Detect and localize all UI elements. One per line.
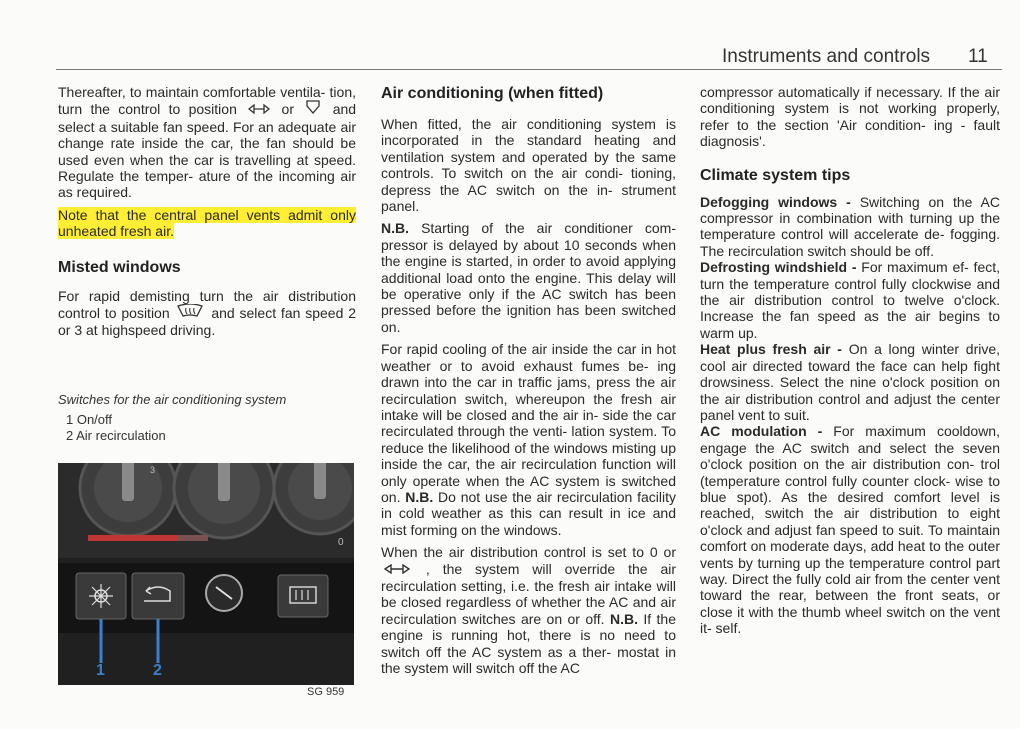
clock-dial bbox=[206, 575, 242, 611]
control-panel-photo bbox=[58, 463, 354, 685]
temperature-scale-band bbox=[88, 535, 178, 541]
tip-defrosting: Defrosting windshield - For maximum ef- fect, turn the temperature control fully clockwise and the air distribution control to twelve o'clock. Increase the fan speed as the air begins to warm up. bbox=[700, 259, 1001, 341]
column-right bbox=[700, 84, 1000, 637]
figure-caption: Switches for the air conditioning system bbox=[58, 392, 287, 407]
distribution-override-paragraph: When the air distribution control is set to 0 or , the system will override the air recirculation setting, i.e. the fresh air intake will be closed regardless of whether the AC and air recirculation switches are on or off. N.B. If the engine is running hot, there is no need to switch off the AC system as a ther- mostat in the system will switch off the AC bbox=[381, 544, 677, 676]
recirculation-paragraph: For rapid cooling of the air inside the car in hot weather or to avoid exhaust fumes be- ing drawn into the car in traffic jams, press the air recirculation switch, whereupon the fresh air intake will be closed and the air in- side the car recirculated through the venti- lation system. To reduce the likelihood of the windows misting up inside the car, the air recirculation function will only operate when the AC system is switched on. N.B. Do not use the air recirculation facility in cold weather as this can result in ice and mist forming on the windows. bbox=[381, 341, 677, 538]
callout-label-1: 1 bbox=[96, 662, 105, 679]
windshield-defrost-icon bbox=[174, 304, 206, 322]
ventilation-paragraph: Thereafter, to maintain comfortable ventila- tion, turn the control to position or and select a suitable fan speed. For an adequate air change rate inside the car, the fan should be used even when the car is travelling at speed. Regulate the temper- ature of the incoming air as required. bbox=[58, 84, 357, 201]
heading-misted-windows: Misted windows bbox=[58, 258, 181, 276]
note-paragraph bbox=[58, 207, 356, 240]
legend-item-on-off: 1 On/off bbox=[66, 412, 113, 427]
page-number: 11 bbox=[968, 46, 988, 67]
recirculation-switch bbox=[132, 573, 184, 619]
tip-defogging: Defogging windows - Switching on the AC compressor in combination with turning up the temperature control will accelerate de- fogging. The recirculation switch should be off. bbox=[700, 193, 1001, 259]
knob-marking-0: 0 bbox=[338, 537, 344, 548]
column-left bbox=[58, 84, 356, 339]
section-title: Instruments and controls bbox=[722, 46, 931, 67]
column-middle bbox=[381, 84, 676, 676]
tip-ac-modulation: AC modulation - For maximum cooldown, engage the AC switch and select the seven o'clock position on the air distribution con- trol (temperature control fully counter clock- wise to blue spot). As the desired comfort level is reached, switch the air distribution to eight o'clock and adjust fan speed to suit. To maintain comfort on moderate days, add heat to the outer vents by turning up the temperature control part way. Direct the fully cold air from the center vent toward the rear, between the front seats, or close it with the thumb wheel switch on the vent it- self. bbox=[700, 423, 1000, 637]
tip-heat-fresh-air: Heat plus fresh air - On a long winter drive, cool air directed toward the face can help fight drowsiness. Select the nine o'clock position on the air distribution control and adjust the center panel vent to suit. bbox=[700, 341, 1001, 423]
nb-compressor-paragraph: N.B. Starting of the air conditioner com- pressor is delayed by about 10 seconds when the engine is started, in order to avoid applying additional load onto the engine. This delay will be operative only if the AC switch has been pressed before the ignition has been switched on. bbox=[381, 220, 676, 335]
header-rule bbox=[56, 69, 1002, 70]
figure-code: SG 959 bbox=[307, 686, 345, 698]
rear-defrost-switch bbox=[278, 575, 328, 617]
fault-diagnosis-paragraph: compressor automatically if necessary. If the air conditioning system is not working properly, refer to the section 'Air condition- ing - fault diagnosis'. bbox=[700, 84, 1000, 150]
callout-label-2: 2 bbox=[153, 662, 162, 679]
highlighted-note: Note that the central panel vents admit only unheated fresh air. bbox=[58, 206, 356, 240]
heading-air-conditioning: Air conditioning (when fitted) bbox=[381, 85, 604, 102]
figure-legend bbox=[66, 412, 166, 444]
face-vent-icon bbox=[381, 562, 413, 578]
knob-marking-3: 3 bbox=[150, 465, 156, 475]
page-header bbox=[0, 38, 1020, 70]
ac-on-off-switch bbox=[76, 573, 126, 619]
floor-vent-icon bbox=[302, 100, 324, 118]
demisting-paragraph: For rapid demisting turn the air distribution control to position and select fan speed 2 or 3 at highspeed driving. bbox=[58, 287, 357, 339]
legend-item-recirculation: 2 Air recirculation bbox=[66, 428, 166, 443]
face-vent-icon bbox=[245, 102, 273, 118]
heading-climate-tips: Climate system tips bbox=[700, 166, 851, 184]
ac-intro-paragraph: When fitted, the air conditioning system is incorporated in the standard heating and ventilation system and operated by the same controls. To switch on the air condi- tioning, depress the AC switch on the in- strument panel. bbox=[381, 116, 676, 215]
